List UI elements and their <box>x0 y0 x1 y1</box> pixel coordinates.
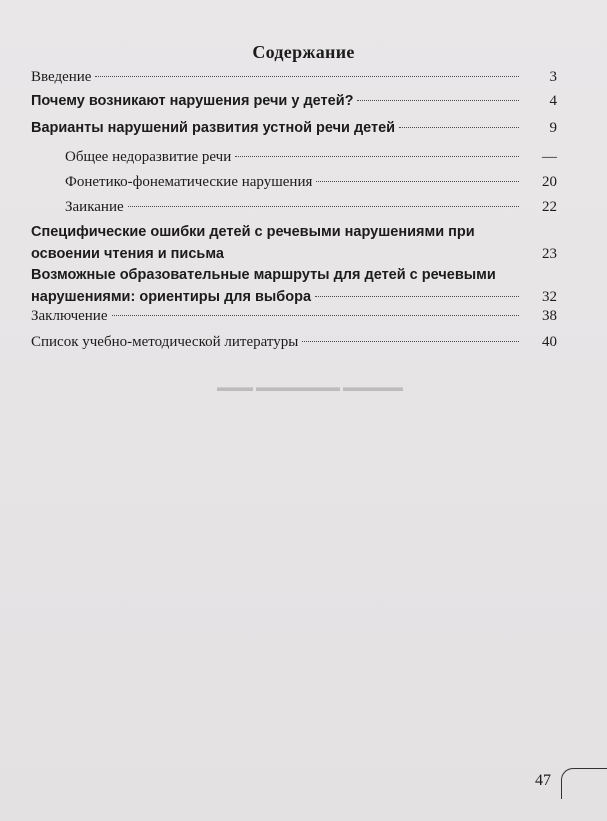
toc-entry-variants[interactable] <box>31 117 557 139</box>
toc-entry-title-line1: Специфические ошибки детей с речевыми нарушениями при <box>31 224 475 240</box>
toc-page-number: 32 <box>542 289 557 305</box>
toc-entry-title: Заключение <box>31 308 108 324</box>
toc-entry-title: Введение <box>31 69 92 85</box>
toc-page-number: — <box>542 149 557 165</box>
toc-entry-title: Варианты нарушений развития устной речи детей <box>31 120 396 136</box>
toc-entry-title: Фонетико-фонематические нарушения <box>65 174 313 190</box>
dot-leader <box>95 76 519 77</box>
toc-entry-literature[interactable] <box>31 331 557 353</box>
toc-entry-title: Список учебно-методической литературы <box>31 334 299 350</box>
toc-entry-title-line2: освоении чтения и письма <box>31 246 224 262</box>
toc-entry-conclusion[interactable] <box>31 305 557 327</box>
toc-entry-intro[interactable] <box>31 66 557 88</box>
dot-leader <box>399 127 519 128</box>
toc-page-number: 3 <box>549 69 557 85</box>
dot-leader <box>315 296 519 297</box>
toc-entry-title: Почему возникают нарушения речи у детей? <box>31 93 354 109</box>
show-through-text: ▬▬▬ ▬▬▬▬▬▬▬ ▬▬▬▬▬ <box>217 380 403 394</box>
dot-leader <box>316 181 519 182</box>
toc-page-number: 9 <box>549 120 557 136</box>
toc-entry-title-line2: нарушениями: ориентиры для выбора <box>31 289 312 305</box>
toc-page-number: 22 <box>542 199 557 215</box>
dot-leader <box>128 206 519 207</box>
toc-entry-routes[interactable] <box>31 264 557 308</box>
toc-entry-specific-errors[interactable] <box>31 221 557 265</box>
page-title: Содержание <box>252 42 355 62</box>
toc-page-number: 4 <box>549 93 557 109</box>
toc-entry-title-line1: Возможные образовательные маршруты для детей с речевыми <box>31 267 496 283</box>
page-corner-ornament <box>561 768 607 799</box>
toc-entry-phonetic[interactable] <box>31 171 557 193</box>
toc-page-number: 40 <box>542 334 557 350</box>
page-number: 47 <box>535 772 551 789</box>
toc-page-number: 38 <box>542 308 557 324</box>
toc-entry-general-underdevelopment[interactable] <box>31 146 557 168</box>
dot-leader <box>112 315 520 316</box>
toc-page-number: 23 <box>542 246 557 262</box>
toc-entry-title: Заикание <box>65 199 124 215</box>
dot-leader <box>302 341 519 342</box>
toc-page-number: 20 <box>542 174 557 190</box>
toc-entry-causes[interactable] <box>31 90 557 112</box>
toc-entry-stuttering[interactable] <box>31 196 557 218</box>
dot-leader <box>235 156 519 157</box>
toc-entry-title: Общее недоразвитие речи <box>65 149 232 165</box>
dot-leader <box>357 100 519 101</box>
dot-leader <box>228 253 519 254</box>
